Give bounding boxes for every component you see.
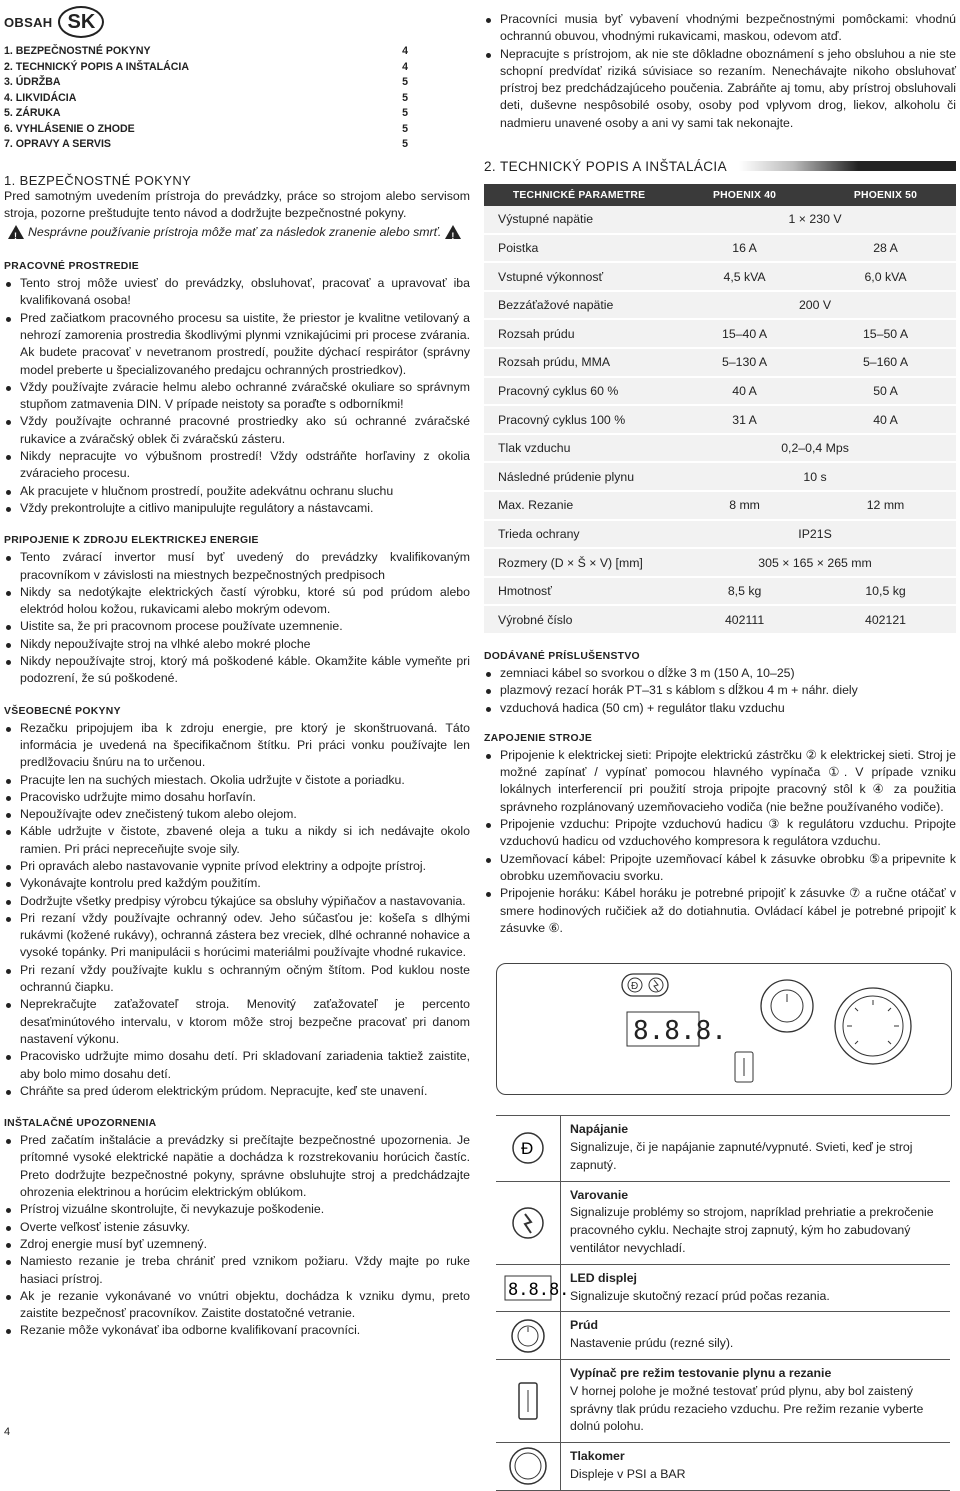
list-item: Pripojenie vzduchu: Pripojte vzduchovú hadicu ③ k regulátoru vzduchu. Pripojte vzduchovú hadicu od vzduchového kompresora k regulátora vzduchu.: [484, 816, 956, 851]
legend-text: [561, 1443, 950, 1490]
toc-label: 1. BEZPEČNOSTNÉ POKYNY: [4, 45, 151, 57]
parameter-value: 31 A: [674, 405, 815, 434]
machine-connection-title: ZAPOJENIE STROJE: [484, 732, 593, 744]
parameter-label: Následné prúdenie plynu: [484, 462, 674, 491]
operator-requirements-list: [484, 11, 956, 132]
parameter-label: Pracovný cyklus 100 %: [484, 405, 674, 434]
legend-title: Vypínač pre režim testovanie plynu a rezanie: [570, 1365, 832, 1380]
table-row: [484, 405, 956, 434]
table-row: [484, 348, 956, 377]
current-knob-icon: [496, 1312, 561, 1359]
parameter-value: 200 V: [674, 291, 956, 320]
led-display-digits: 8.8.8.: [633, 1016, 727, 1047]
list-item: Pred začatím inštalácie a prevádzky si prečítajte bezpečnostné upozornenia. Je prítomné vysoké elektrické napätie a dochádza k rozstrekovaniu horúcich častíc. Preto dodržujte bezpečnostné pokyny, správne obsluhujte stroj a predchádzajte ohrozenia elektrinou a horúcim elektrickým oblúkom.: [4, 1132, 470, 1201]
installation-warnings-list: [4, 1132, 470, 1340]
table-row: [484, 262, 956, 291]
parameter-value: 402121: [815, 605, 956, 634]
legend-title: Prúd: [570, 1318, 599, 1333]
list-item: Káble udržujte v čistote, zbavené oleja a tuku a nikdy si ich nedávajte okolo ramien. Pri práci nepreceňujte svoje sily.: [4, 823, 470, 858]
power-connection-list: [4, 549, 470, 687]
parameter-value: 5–160 A: [815, 348, 956, 377]
list-item: Nikdy nepoužívajte stroj na vlhké alebo mokré ploche: [4, 636, 470, 653]
toc-page: 5: [402, 76, 408, 88]
table-row: [484, 319, 956, 348]
manometer-icon: [835, 988, 911, 1064]
toc-item[interactable]: [4, 91, 408, 107]
legend-title: Varovanie: [570, 1187, 629, 1202]
control-panel-drawing: [497, 964, 951, 1094]
legend-row: [496, 1442, 950, 1491]
parameter-value: 8,5 kg: [674, 577, 815, 606]
list-item: Pri rezaní vždy používajte ochranný odev. Jeho súčasťou je: košeľa s dlhými rukávmi (kožené rukávy), ochranná zástera bez vreciek, dlhé ochranné nohavice a vysoké topánky. Pri manipulácii s horúcimi materiálmi používajte vhodné rukavice.: [4, 910, 470, 962]
toc-page: 5: [402, 107, 408, 119]
parameter-value: 40 A: [815, 405, 956, 434]
list-item: Namiesto rezanie je treba chrániť pred vznikom požiaru. Vždy majte po ruke hasiaci prístroj.: [4, 1253, 470, 1288]
parameter-label: Vstupné výkonnosť: [484, 262, 674, 291]
section-2-header: [484, 154, 956, 178]
parameter-value: 12 mm: [815, 491, 956, 520]
table-of-contents: [4, 44, 408, 153]
table-row: [484, 577, 956, 606]
list-item: Vykonávajte kontrolu pred každým použitím.: [4, 875, 470, 892]
legend-description: Signalizuje skutočný rezací prúd počas rezania.: [570, 1288, 830, 1303]
parameter-value: 40 A: [674, 377, 815, 406]
toc-page: 4: [402, 60, 408, 73]
table-header-cell: PHOENIX 40: [674, 184, 815, 206]
legend-row: [496, 1359, 950, 1442]
list-item: Rezanie môže vykonávať iba odborne kvalifikovaní pracovníci.: [4, 1322, 470, 1339]
list-item: Nikdy nepoužívajte stroj, ktorý má poškodené káble. Okamžite káble vymeňte pri podozrení, že sú poškodené.: [4, 653, 470, 688]
parameter-label: Rozsah prúdu, MMA: [484, 348, 674, 377]
list-item: Prístroj vizuálne skontrolujte, či nevykazuje poškodenie.: [4, 1201, 470, 1218]
legend-title: Napájanie: [570, 1122, 629, 1137]
list-item: Tento stroj môže uviesť do prevádzky, obsluhovať, pracovať a upravovať iba kvalifikovaná osoba!: [4, 275, 470, 310]
toc-label: 7. OPRAVY A SERVIS: [4, 138, 111, 150]
list-item: Pripojenie horáku: Kábel horáku je potrebné pripojiť k zásuvke ⑦ a ručne otáčať v smere hodinových ručičiek až do dotiahnutia. Ovládací kábel je potrebné pripojiť k zásuvke ⑥.: [484, 885, 956, 937]
table-row: [484, 234, 956, 263]
list-item: Nepoužívajte odev znečistený tukom alebo olejom.: [4, 806, 470, 823]
parameter-value: 305 × 165 × 265 mm: [674, 548, 956, 577]
parameter-label: Hmotnosť: [484, 577, 674, 606]
toc-item[interactable]: [4, 60, 408, 76]
list-item: Pracovisko udržujte mimo dosahu detí. Pri skladovaní zariadenia taktiež zaistite, aby bolo mimo dosahu detí.: [4, 1048, 470, 1083]
parameter-label: Výstupné napätie: [484, 206, 674, 234]
table-row: [484, 520, 956, 549]
list-item: Tento zvárací invertor musí byť uvedený do prevádzky kvalifikovaným pracovníkom v závislosti na miestnych bezpečnostných predpisoch: [4, 549, 470, 584]
table-row: [484, 605, 956, 634]
legend-description: Signalizuje problémy so strojom, napríklad prehriatie a prekročenie pracovného cyklu. Nechajte stroj zapnutý, kým ho zabudovaný ventilátor nevychladí.: [570, 1205, 934, 1255]
lightning-bolt-icon: [654, 980, 658, 991]
right-column: [484, 0, 956, 1491]
page-number: 4: [4, 1426, 11, 1438]
installation-warnings-title: INŠTALAČNÉ UPOZORNENIA: [4, 1118, 157, 1130]
parameter-value: 1 × 230 V: [674, 206, 956, 234]
parameter-value: 8 mm: [674, 491, 815, 520]
toc-page: 5: [402, 138, 408, 150]
table-header-cell: PHOENIX 50: [815, 184, 956, 206]
parameter-value: 10,5 kg: [815, 577, 956, 606]
general-instructions-list: [4, 720, 470, 1101]
manometer-icon: [496, 1443, 561, 1490]
parameter-label: Max. Rezanie: [484, 491, 674, 520]
indicator-lamps: [622, 974, 668, 996]
parameter-value: 402111: [674, 605, 815, 634]
legend-text: [561, 1116, 950, 1180]
accessories-list: [484, 665, 956, 717]
parameter-label: Poistka: [484, 234, 674, 263]
contents-title: OBSAH: [4, 14, 53, 30]
list-item: Pri rezaní vždy používajte kuklu s ochranným očným štítom. Pod kuklou noste ochrannú čiapku.: [4, 962, 470, 997]
list-item: Zdroj energie musí byť uzemnený.: [4, 1236, 470, 1253]
toc-label: 5. ZÁRUKA: [4, 107, 61, 119]
header-gradient-bar: [739, 161, 956, 171]
list-item: Nikdy sa nedotýkajte elektrických častí výrobku, ktoré sú pod prúdom alebo elektród holou kožou, rukavicami alebo mokrým odevom.: [4, 584, 470, 619]
toc-label: 3. ÚDRŽBA: [4, 76, 61, 88]
table-header-cell: TECHNICKÉ PARAMETRE: [484, 184, 674, 206]
list-item: Vždy používajte zváracie helmu alebo ochranné zváračské okuliare so správnym stupňom zatmavenia DIN. V prípade neistoty sa poraďte s odborníkmi!: [4, 379, 470, 414]
toc-page: 4: [402, 45, 408, 57]
control-panel-diagram: [496, 963, 952, 1095]
legend-title: Tlakomer: [570, 1449, 625, 1464]
gas-test-switch-icon: [496, 1360, 561, 1442]
toc-label: 6. VYHLÁSENIE O ZHODE: [4, 122, 135, 135]
table-row: [484, 434, 956, 463]
table-row: [484, 377, 956, 406]
section-1-intro: Pred samotným uvedením prístroja do prevádzky, práce so strojom alebo servisom stroja, pozorne preštudujte tento návod a dodržujte bezpečnostné pokyny.: [4, 188, 470, 220]
legend-text: [561, 1182, 950, 1264]
table-row: [484, 206, 956, 234]
legend-description: Nastavenie prúdu (rezné sily).: [570, 1336, 734, 1351]
section-2-title: 2. TECHNICKÝ POPIS A INŠTALÁCIA: [484, 158, 727, 174]
parameter-value: 10 s: [674, 462, 956, 491]
parameter-label: Výrobné číslo: [484, 605, 674, 634]
accessories-title: DODÁVANÉ PRÍSLUŠENSTVO: [484, 650, 640, 662]
parameter-label: Pracovný cyklus 60 %: [484, 377, 674, 406]
list-item: Nepracujte s prístrojom, ak nie ste dôkladne oboznámení s jeho obsluhou a nie ste schopní predvídať riziká súvisiace so rezaním. Nenechávajte nikoho obsluhovať prístroj bez predchádzajúceho poučenia. Zabráňte aj tomu, aby prístroj obsluhovali deti, duševne nespôsobilé osoby, osoby pod vplyvom drog, liekov, alkoholu či nadmieru unavené osoby a ani vy sami tak nekonajte.: [484, 46, 956, 132]
parameter-value: 5–130 A: [674, 348, 815, 377]
list-item: Pripojenie k elektrickej sieti: Pripojte elektrickú zástrčku ② k elektrickej sieti. Stroj je možné zapínať / vypínať pomocou hlavného vypínača ①. V prípade vzniku lokálnych interferencií pri použití stroja pripojte pracovný stôl k ④ za použitia správneho rozplánovaný uzemňovacieho vodiča (nie bežne používaného vodiče).: [484, 747, 956, 816]
legend-text: [561, 1360, 950, 1442]
toc-item[interactable]: [4, 137, 408, 153]
parameter-value: 16 A: [674, 234, 815, 263]
toc-item[interactable]: [4, 44, 408, 60]
list-item: vzduchová hadica (50 cm) + regulátor tlaku vzduchu: [484, 700, 956, 717]
list-item: Uzemňovací kábel: Pripojte uzemňovací kábel k zásuvke obrobku ⑤a pripevnite k obrobku uzemňovaciu svorku.: [484, 851, 956, 886]
svg-text:Ɖ: Ɖ: [631, 981, 639, 993]
power-indicator-icon: [496, 1116, 561, 1180]
parameter-label: Rozsah prúdu: [484, 319, 674, 348]
table-row: [484, 462, 956, 491]
list-item: plazmový rezací horák PT–31 s káblom s dĺžkou 4 m + náhr. diely: [484, 682, 956, 699]
list-item: Nikdy nepracujte vo výbušnom prostredí! Vždy odstráňte horľaviny z okolia zváracieho procesu.: [4, 448, 470, 483]
work-environment-list: [4, 275, 470, 517]
svg-text:Ɖ: Ɖ: [521, 1139, 534, 1159]
list-item: Neprekračujte zaťažovateľ stroja. Menovitý zaťažovateľ je percento desaťminútového intervalu, v ktorom môže stroj bezpečne pracovať pri danom nastavení výkonu.: [4, 996, 470, 1048]
svg-text:8.8.8.: 8.8.8.: [508, 1280, 570, 1301]
parameter-label: Bezzáťažové napätie: [484, 291, 674, 320]
table-row: [484, 548, 956, 577]
toc-label: 4. LIKVIDÁCIA: [4, 91, 77, 104]
language-badge: SK: [58, 6, 104, 38]
table-row: [484, 491, 956, 520]
parameter-value: 15–40 A: [674, 319, 815, 348]
toc-item[interactable]: [4, 122, 408, 138]
parameter-label: Rozmery (D × Š × V) [mm]: [484, 548, 674, 577]
toc-page: 5: [402, 91, 408, 104]
warning-triangle-icon: [8, 225, 24, 239]
technical-parameters-table: [484, 184, 956, 635]
parameter-value: 0,2–0,4 Mps: [674, 434, 956, 463]
list-item: zemniaci kábel so svorkou o dĺžke 3 m (150 A, 10–25): [484, 665, 956, 682]
list-item: Chráňte sa pred úderom elektrickým prúdom. Nepracujte, keď ste unavení.: [4, 1083, 470, 1100]
table-row: [484, 291, 956, 320]
list-item: Pri opravách alebo nastavovanie vypnite prívod elektriny a odpojte prístroj.: [4, 858, 470, 875]
left-column: [4, 0, 470, 1340]
list-item: Vždy prekontrolujte a citlivo manipulujte regulátory a nástavcami.: [4, 500, 470, 517]
led-display-icon: [496, 1265, 570, 1312]
list-item: Pracovníci musia byť vybavení vhodnými bezpečnostnými pomôckami: vhodnú ochrannú obuvou, vhodnými rukavicami, maskou, odevom atď.: [484, 11, 956, 46]
legend-row: [496, 1311, 950, 1359]
danger-warning: [4, 223, 470, 241]
list-item: Overte veľkosť istenie zásuvky.: [4, 1219, 470, 1236]
toc-item[interactable]: [4, 75, 408, 91]
legend-description: Signalizuje, či je napájanie zapnuté/vypnuté. Svieti, keď je stroj zapnutý.: [570, 1139, 913, 1172]
list-item: Pracujte len na suchých miestach. Okolia udržujte v čistote a poriadku.: [4, 772, 470, 789]
work-environment-title: PRACOVNÉ PROSTREDIE: [4, 261, 140, 273]
legend-row: [496, 1181, 950, 1264]
current-knob-icon: [761, 980, 813, 1032]
danger-warning-text: Nesprávne používanie prístroja môže mať za následok zranenie alebo smrť.: [28, 225, 442, 240]
parameter-value: 28 A: [815, 234, 956, 263]
toc-label: 2. TECHNICKÝ POPIS A INŠTALÁCIA: [4, 60, 190, 73]
list-item: Ak je rezanie vykonávané vo vnútri objektu, dochádza k vzniku dymu, preto zaistite bezpečnosť pracovníkov. Zaistite dostatočné vetranie.: [4, 1288, 470, 1323]
toc-item[interactable]: [4, 106, 408, 122]
list-item: Vždy používajte ochranné pracovné prostriedky ako sú ochranné zváračské rukavice a zváračský oblek či zváračskú zásteru.: [4, 413, 470, 448]
legend-description: V hornej polohe je možné testovať prúd plynu, aby bol zaistený správny tlak prúdu rezacieho vzduchu. Pre režim rezanie vyberte dolnú polohu.: [570, 1383, 924, 1434]
legend-row: [496, 1115, 950, 1180]
contents-header: [4, 6, 470, 38]
list-item: Ak pracujete v hlučnom prostredí, použite adekvátnu ochranu sluchu: [4, 483, 470, 500]
list-item: Pred začiatkom pracovného procesu sa uistite, že priestor je kvalitne vetilovaný a nehrozí zamorenia prostredia škodlivými plynmi vznikajúcimi pri procese zvárania. Ak budete pracovať v nevetranom prostredí, použite dýchací respirátor (správny model preberte u špecializovaného predajcu ochranných prostriedkov).: [4, 310, 470, 379]
parameter-value: 15–50 A: [815, 319, 956, 348]
list-item: Dodržujte všetky predpisy výrobcu týkajúce sa obsluhy výpiňačov a nastavovania.: [4, 893, 470, 910]
parameter-value: IP21S: [674, 520, 956, 549]
general-instructions-title: VŠEOBECNÉ POKYNY: [4, 705, 121, 717]
parameter-label: Trieda ochrany: [484, 520, 674, 549]
parameter-label: Tlak vzduchu: [484, 434, 674, 463]
parameter-value: 4,5 kVA: [674, 262, 815, 291]
warning-indicator-icon: [496, 1182, 561, 1264]
legend-description: Displeje v PSI a BAR: [570, 1466, 686, 1481]
list-item: Rezačku pripojujem iba k zdroju energie, pre ktorý je skonštruovaná. Táto informácia je uvedená na špecifikačnom štítku. Pri práci vonku používajte len predlžovaciu šnúru na to určenou.: [4, 720, 470, 772]
warning-triangle-icon: [445, 225, 461, 239]
parameter-value: 6,0 kVA: [815, 262, 956, 291]
power-connection-title: PRIPOJENIE K ZDROJU ELEKTRICKEJ ENERGIE: [4, 535, 259, 547]
legend-text: [561, 1312, 950, 1359]
list-item: Pracovisko udržujte mimo dosahu horľavín.: [4, 789, 470, 806]
legend-title: LED displej: [570, 1270, 637, 1285]
section-1-title: 1. BEZPEČNOSTNÉ POKYNY: [4, 172, 192, 188]
parameter-value: 50 A: [815, 377, 956, 406]
legend-text: [561, 1265, 950, 1312]
panel-legend: [496, 1115, 950, 1491]
list-item: Uistite sa, že pri pracovnom procese používate uzemnenie.: [4, 618, 470, 635]
machine-connection-list: [484, 747, 956, 937]
legend-row: [496, 1264, 950, 1312]
toc-page: 5: [402, 122, 408, 135]
